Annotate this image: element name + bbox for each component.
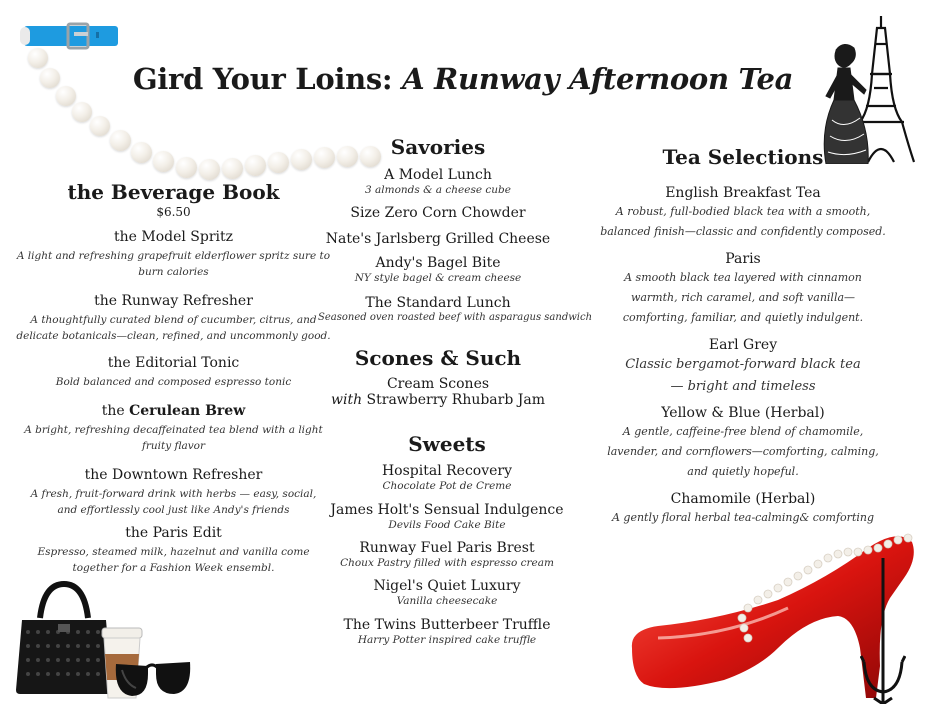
tea-heading: Tea Selections: [662, 145, 824, 169]
beverage-desc: Espresso, steamed milk, hazelnut and vanilla come together for a Fashion Week ensembl.: [37, 546, 310, 574]
beverage-name: Runway Refresher: [121, 293, 253, 309]
beverage-price: $6.50: [156, 205, 191, 219]
savories-heading: Savories: [390, 135, 486, 159]
beverage-desc: A thoughtfully curated blend of cucumber, citrus, and delicate botanicals—clean, refined, and uncommonly good.: [16, 314, 331, 342]
beverage-section: [16, 180, 331, 576]
beverage-item: [16, 292, 331, 344]
sweet-name: Runway Fuel Paris Brest: [359, 540, 535, 556]
beverage-name: Editorial Tonic: [135, 355, 240, 371]
sweet-name: James Holt's Sensual Indulgence: [330, 502, 564, 518]
sweet-name: Hospital Recovery: [381, 463, 513, 479]
sweet-item: [318, 616, 576, 646]
savories-section: [318, 134, 593, 324]
sweet-desc: Choux Pastry filled with espresso cream: [340, 557, 554, 569]
scones-line1: Cream Scones: [386, 376, 490, 392]
beverage-desc: Bold balanced and composed espresso tonic: [55, 376, 292, 388]
tea-desc: A smooth black tea layered with cinnamon warmth, rich caramel, and soft vanilla—comforting, familiar, and quietly indulgent.: [622, 271, 864, 324]
savory-desc: Seasoned oven roasted beef with asparagus sandwich: [318, 312, 593, 323]
beverage-desc: A light and refreshing grapefruit elderflower spritz sure to burn calories: [16, 250, 331, 278]
savory-desc: 3 almonds & a cheese cube: [365, 184, 511, 196]
scones-line2: Strawberry Rhubarb Jam: [362, 392, 545, 408]
sunglasses-icon: [112, 654, 194, 700]
title-italic: A Runway Afternoon Tea: [402, 62, 794, 96]
beverage-item: [16, 524, 331, 576]
tea-name: English Breakfast Tea: [665, 185, 821, 201]
savory-desc: NY style bagel & cream cheese: [354, 272, 522, 284]
tea-item: [600, 404, 886, 482]
beverage-desc: A fresh, fruit-forward drink with herbs — easy, social, and effortlessly cool just like Andy's friends: [30, 488, 317, 516]
page-title: [0, 62, 926, 96]
tea-item: [600, 336, 886, 398]
beverage-item: [16, 228, 331, 280]
beverage-prefix: the: [107, 355, 136, 371]
sweets-heading: Sweets: [408, 432, 486, 456]
tea-desc: A gently floral herbal tea-calming& comforting: [611, 511, 875, 524]
scones-section: [318, 344, 558, 408]
scones-heading: Scones & Such: [354, 346, 522, 370]
beverage-heading: the Beverage Book: [67, 180, 280, 204]
sweet-desc: Devils Food Cake Bite: [388, 519, 506, 531]
tea-item: [600, 184, 886, 242]
beverage-prefix: the: [84, 467, 113, 483]
sweet-name: Nigel's Quiet Luxury: [373, 578, 521, 594]
beverage-name: Paris Edit: [152, 525, 222, 541]
beverage-desc: A bright, refreshing decaffeinated tea blend with a light fruity flavor: [24, 424, 323, 452]
beverage-item: [16, 466, 331, 518]
beverage-name: Model Spritz: [141, 229, 234, 245]
sweet-item: [318, 577, 576, 607]
tea-name: Earl Grey: [708, 337, 778, 353]
sweet-desc: Chocolate Pot de Creme: [382, 480, 512, 492]
beverage-name: Cerulean Brew: [129, 403, 246, 419]
beverage-item: [16, 402, 331, 454]
tea-desc: Classic bergamot-forward black tea — bright and timeless: [625, 357, 861, 394]
beverage-prefix: the: [94, 293, 122, 309]
sweets-section: [318, 430, 576, 646]
tea-desc: A robust, full-bodied black tea with a smooth, balanced finish—classic and confidently composed.: [600, 205, 886, 238]
savory-name: Size Zero Corn Chowder: [350, 205, 526, 221]
savory-item: [318, 254, 558, 284]
savory-item: [318, 294, 593, 324]
savory-name: Andy's Bagel Bite: [375, 255, 501, 271]
beverage-prefix: the: [113, 229, 142, 245]
tea-name: Paris: [725, 251, 761, 267]
savory-name: Nate's Jarlsberg Grilled Cheese: [325, 231, 551, 247]
sweet-item: [318, 539, 576, 569]
beverage-item: [16, 354, 331, 390]
tea-section: [600, 144, 886, 528]
sweet-desc: Vanilla cheesecake: [396, 595, 498, 607]
beverage-prefix: the: [101, 403, 130, 419]
beverage-prefix: the: [125, 525, 153, 541]
scones-line2-wrap: [318, 392, 558, 408]
pitchfork-icon: [860, 558, 906, 704]
tea-name: Chamomile (Herbal): [670, 491, 816, 507]
sweet-desc: Harry Potter inspired cake truffle: [357, 634, 537, 646]
tea-item: [600, 250, 886, 328]
scones-with: with: [330, 392, 363, 408]
sweet-item: [318, 462, 576, 492]
savory-name: The Standard Lunch: [365, 295, 511, 311]
savory-item: [318, 230, 558, 248]
title-main: Gird Your Loins:: [132, 62, 393, 96]
belt-icon: [18, 22, 122, 50]
tea-name: Yellow & Blue (Herbal): [661, 405, 825, 421]
tea-desc: A gentle, caffeine-free blend of chamomile, lavender, and cornflowers—comforting, calming, and quietly hopeful.: [607, 425, 879, 478]
sweet-item: [318, 501, 576, 531]
sweet-name: The Twins Butterbeer Truffle: [343, 617, 551, 633]
savory-item: [318, 166, 558, 196]
beverage-name: Downtown Refresher: [112, 467, 263, 483]
savory-name: A Model Lunch: [384, 167, 492, 183]
savory-item: [318, 204, 558, 222]
